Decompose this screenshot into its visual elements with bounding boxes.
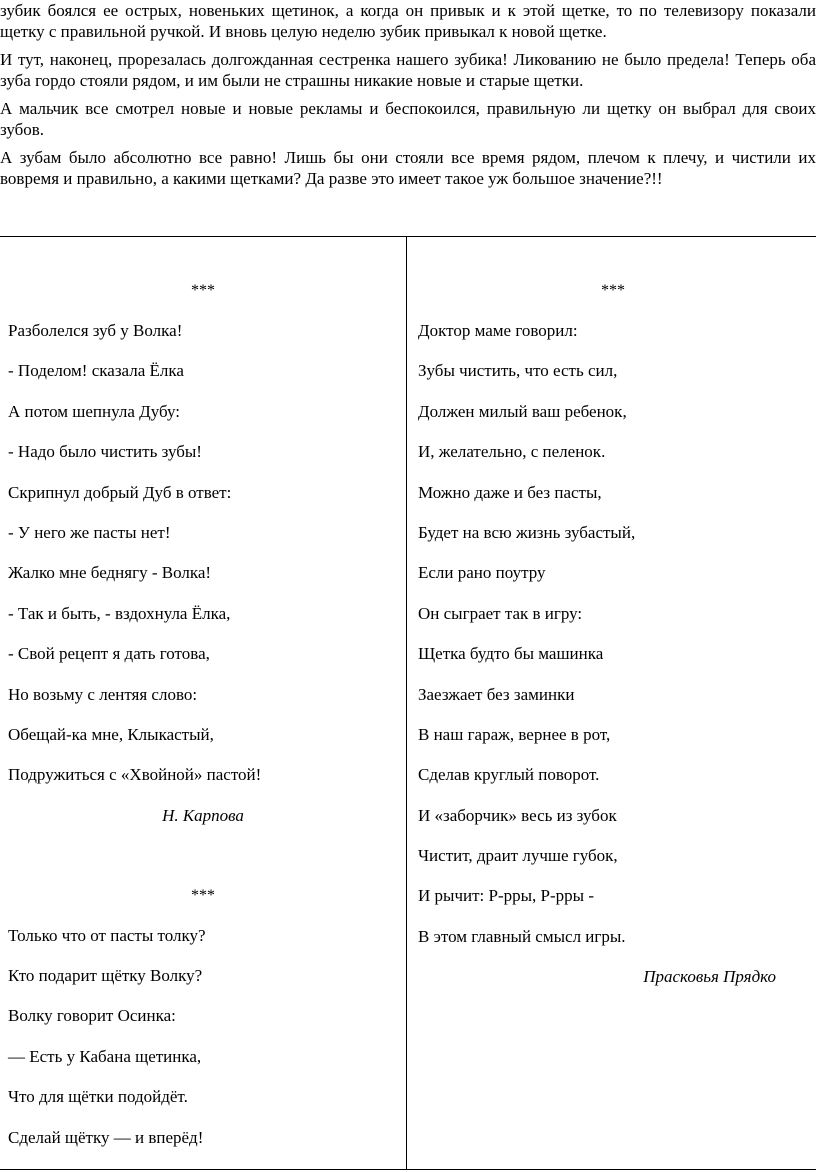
poem-line: Скрипнул добрый Дуб в ответ: (8, 482, 232, 502)
poem-line: И, желательно, с пеленок. (418, 442, 606, 462)
poem-line: Можно даже и без пасты, (418, 482, 602, 502)
poem-line: Сделай щётку — и вперёд! (8, 1127, 204, 1147)
poem-line: И «заборчик» весь из зубок (418, 805, 617, 825)
story-paragraph: А мальчик все смотрел новые и новые рекламы и беспокоился, правильную ли щетку он выбрал для своих зубов. (0, 99, 816, 139)
story-paragraph: А зубам было абсолютно все равно! Лишь бы они стояли все время рядом, плечом к плечу, и чистили их вовремя и правильно, а какими щетками? Да разве это имеет такое уж большое значение?!! (0, 148, 816, 188)
poem-line: Зубы чистить, что есть сил, (418, 361, 618, 381)
poem-line: Доктор маме говорил: (418, 321, 578, 340)
poem-line: - Так и быть, - вздохнула Ёлка, (8, 603, 231, 623)
poem-line: - Свой рецепт я дать готова, (8, 644, 210, 664)
left-column (8, 281, 398, 1168)
poem-line: Должен милый ваш ребенок, (418, 401, 627, 421)
poem-line: Он сыграет так в игру: (418, 603, 583, 623)
poem-line: И рычит: Р-рры, Р-рры - (418, 886, 594, 906)
poem-line: Сделав круглый поворот. (418, 765, 600, 785)
story-paragraph: И тут, наконец, прорезалась долгожданная сестренка нашего зубика! Ликованию не было предела! Теперь оба зуба гордо стояли рядом, и им были не страшны никакие новые и старые щетки. (0, 50, 816, 90)
poem-line: Щетка будто бы машинка (418, 644, 604, 664)
poem-line: Что для щётки подойдёт. (8, 1087, 188, 1107)
poem-line: Заезжает без заминки (418, 684, 575, 704)
poem-line: - Поделом! сказала Ёлка (8, 361, 184, 381)
poem-line: — Есть у Кабана щетинка, (8, 1046, 202, 1066)
poem-line: А потом шепнула Дубу: (8, 401, 181, 421)
poem-line: Жалко мне беднягу - Волка! (8, 563, 212, 583)
poem-line: Если рано поутру (418, 563, 546, 583)
poem-author: Н. Карпова (162, 805, 244, 825)
poem-separator: *** (191, 282, 215, 299)
poem-line: - Надо было чистить зубы! (8, 442, 202, 462)
poem-line: Кто подарит щётку Волку? (8, 966, 203, 986)
poem-line: Но возьму с лентяя слово: (8, 684, 198, 704)
poem-line: - У него же пасты нет! (8, 522, 171, 542)
poem-line: Разболелся зуб у Волка! (8, 321, 183, 340)
poem-line: Подружиться с «Хвойной» пастой! (8, 765, 262, 785)
right-column (418, 281, 808, 1007)
poem-separator: *** (191, 886, 215, 904)
poem-line: Будет на всю жизнь зубастый, (418, 522, 636, 542)
poem-line: Чистит, драит лучше губок, (418, 846, 618, 866)
poem-line: Обещай-ка мне, Клыкастый, (8, 724, 214, 744)
poems-table (0, 236, 816, 1170)
story-paragraph: зубик боялся ее острых, новеньких щетинок, а когда он привык и к этой щетке, то по телевизору показали щетку с правильной ручкой. И вновь целую неделю зубик привыкал к новой щетке. (0, 1, 816, 41)
column-divider (406, 237, 407, 1169)
poem-line: В этом главный смысл игры. (418, 926, 626, 946)
poem-separator: *** (601, 282, 625, 299)
story-text (0, 0, 816, 189)
poem-author: Прасковья Прядко (643, 967, 776, 987)
poem-line: В наш гараж, вернее в рот, (418, 724, 611, 744)
poem-line: Волку говорит Осинка: (8, 1006, 176, 1026)
poem-line: Только что от пасты толку? (8, 925, 206, 945)
